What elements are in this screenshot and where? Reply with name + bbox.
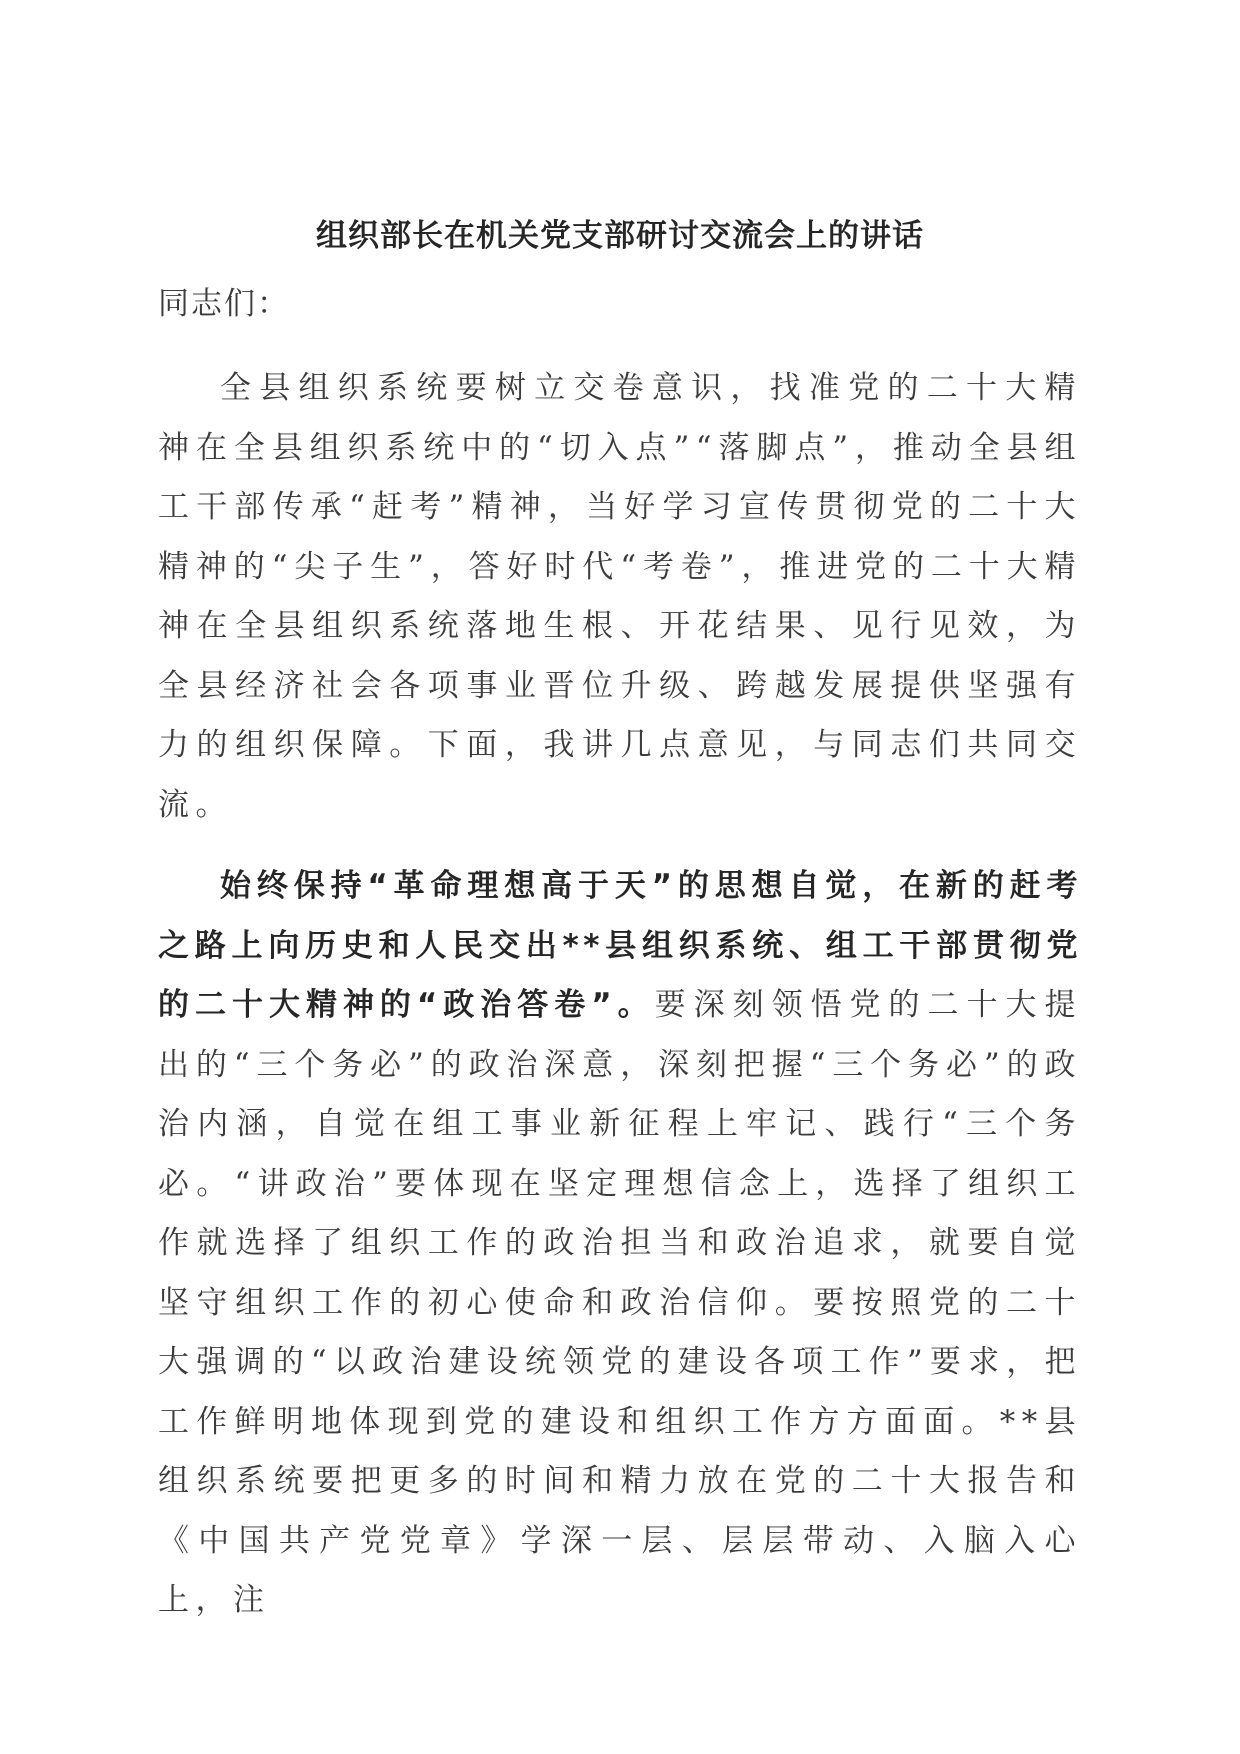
salutation: 同志们：	[158, 286, 290, 322]
paragraph-body-text: 要深刻领悟党的二十大提出的“三个务必”的政治深意，深刻把握“三个务必”的政治内涵，自觉在组工事业新征程上牢记、践行“三个务必。“讲政治”要体现在坚定理想信念上，选择了组织工作就选择了组织工作的政治担当和政治追求，就要自觉坚守组织工作的初心使命和政治信仰。要按照党的二十大强调的“以政治建设统领党的建设各项工作”要求，把工作鲜明地体现到党的建设和组织工作方方面面。**县组织系统要把更多的时间和精力放在党的二十大报告和《中国共产党党章》学深一层、层层带动、入脑入心上，注	[158, 987, 1083, 1618]
document-body	[158, 214, 1082, 1631]
paragraph-lead-heading: 始终保持“革命理想高于天”的思想自觉，在新的赶考之路上向历史和人民交出**县组织系统、组工干部贯彻党的二十大精神的“政治答卷”。	[158, 868, 1082, 1023]
document-title: 组织部长在机关党支部研讨交流会上的讲话	[316, 218, 924, 254]
paragraph-political-consciousness	[158, 857, 1082, 1631]
paragraph-intro: 全县组织系统要树立交卷意识，找准党的二十大精神在全县组织系统中的“切入点”“落脚点”，推动全县组工干部传承“赶考”精神，当好学习宣传贯彻党的二十大精神的“尖子生”，答好时代“考卷”，推进党的二十大精神在全县组织系统落地生根、开花结果、见行见效，为全县经济社会各项事业晋位升级、跨越发展提供坚强有力的组织保障。下面，我讲几点意见，与同志们共同交流。	[158, 370, 1082, 823]
